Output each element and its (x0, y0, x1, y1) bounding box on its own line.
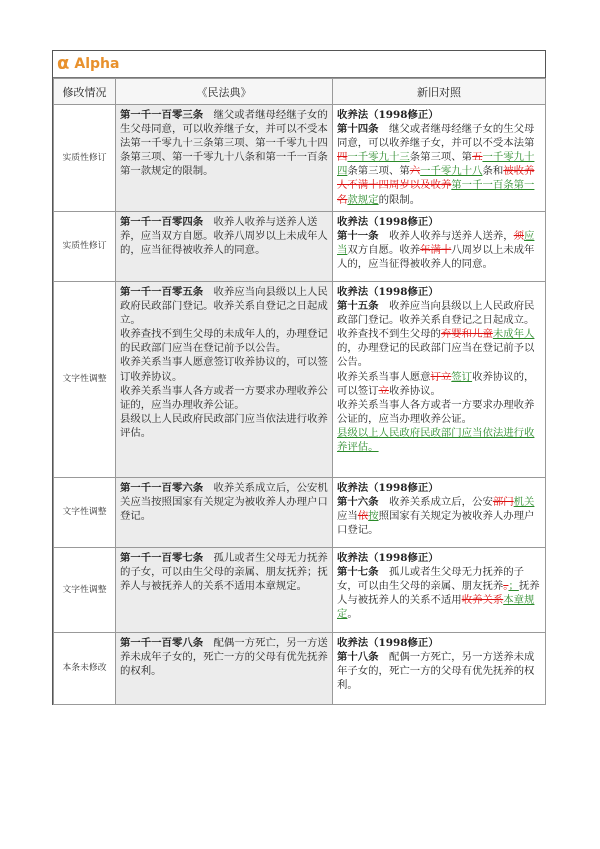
article-number: 第十四条 (337, 123, 379, 136)
law-source: 收养法（1998修正） (337, 482, 439, 494)
table-row (54, 633, 546, 705)
article-paragraph: 收养关系当事人各方或者一方要求办理收养公证的，应当办理收养公证。 (120, 384, 328, 411)
deleted-text: 依 (357, 510, 369, 523)
added-text: 第一千一百条第一 (451, 179, 535, 192)
modification-type: 文字性调整 (54, 548, 116, 633)
added-text: ； (508, 580, 519, 593)
unchanged-text: 的，办理登记的民政部门应当在登记前予以公告。 (337, 342, 535, 369)
modification-type: 实质性修订 (54, 105, 116, 212)
article-paragraph: 收养应当向县级以上人民政府民政部门登记。收养关系自登记之日起成立。 (120, 286, 328, 327)
unchanged-text: 应当 (337, 510, 358, 523)
document-frame (52, 50, 546, 705)
header-comparison: 新旧对照 (333, 79, 546, 105)
deleted-text: 年满十 (420, 244, 452, 257)
law-source: 收养法（1998修正） (337, 552, 439, 564)
header-modification: 修改情况 (54, 79, 116, 105)
unchanged-text: 八周岁以上未成年人的，应当征得被收养人的同意。 (337, 244, 535, 271)
law-source: 收养法（1998修正） (337, 286, 439, 298)
table-row (54, 212, 546, 282)
article-number: 第一千一百零六条 (120, 482, 204, 494)
alpha-logo-icon: α (57, 53, 70, 74)
article-number: 第十六条 (337, 496, 379, 509)
civil-code-cell (116, 478, 333, 548)
civil-code-cell (116, 633, 333, 705)
civil-code-cell (116, 282, 333, 478)
article-number: 第一千一百零三条 (120, 109, 204, 121)
deleted-text: 部门 (492, 496, 514, 509)
unchanged-text: 配偶一方死亡，另一方送养未成年子女的，死亡一方的父母有优先抚养的权利。 (337, 651, 535, 692)
deleted-text: 五 (472, 151, 483, 164)
deleted-text: 收养关系 (461, 594, 504, 607)
deleted-text: 须 (513, 230, 525, 243)
civil-code-cell (116, 212, 333, 282)
added-text: 按 (368, 510, 379, 523)
deleted-text: 。 (503, 580, 509, 593)
article-text: 收养人收养与送养人送养，应当双方自愿。收养八周岁以上未成年人的，应当征得被收养人的同意。 (120, 216, 328, 257)
unchanged-text: 孤儿或者生父母无力抚养的子女，可以由生父母的亲属、朋友抚养 (337, 566, 525, 593)
article-paragraph: 收养关系当事人愿意签订收养协议的，可以签订收养协议。 (120, 356, 328, 383)
deleted-text: 六 (409, 165, 421, 178)
article-number: 第十五条 (337, 300, 379, 313)
unchanged-text: 条第三项、第 (347, 165, 410, 178)
article-number: 第一千一百零七条 (120, 552, 204, 564)
comparison-cell (333, 478, 546, 548)
modification-type: 本条未修改 (54, 633, 116, 705)
unchanged-text: 收养应当向县级以上人民政府民政部门登记。收养关系自登记之日起成立。 (337, 300, 535, 327)
article-text: 继父或者继母经继子女的生父母同意，可以收养继子女，并可以不受本法第一千零九十三条第三项、第一千零九十四条第三项、第一千零九十八条和第一千一百条第一款规定的限制。 (120, 109, 328, 178)
article-number: 第一千一百零八条 (120, 637, 204, 649)
unchanged-text: 条第三项、第 (409, 151, 473, 164)
added-text: 未成年人 (492, 328, 535, 341)
unchanged-text: 继父或者继母经继子女的生父母同意，可以收养继子女，并可以不受本法第 (337, 123, 535, 150)
article-text: 配偶一方死亡，另一方送养未成年子女的，死亡一方的父母有优先抚养的权利。 (120, 637, 328, 678)
added-text: 款规定 (347, 193, 379, 206)
deleted-text: 名 (337, 193, 348, 206)
law-source: 收养法（1998修正） (337, 109, 439, 121)
unchanged-text: 抚养人与被抚养人的关系不适用 (337, 580, 540, 607)
article-number: 第一千一百零五条 (120, 286, 204, 298)
table-row (54, 282, 546, 478)
deleted-text: 四 (337, 151, 348, 164)
article-number: 第十八条 (337, 651, 379, 664)
modification-type: 文字性调整 (54, 478, 116, 548)
deleted-text: 订立 (430, 370, 452, 383)
added-text: 机关 (513, 496, 535, 509)
added-text: 签订 (451, 370, 473, 383)
added-text: 本章规定 (337, 594, 535, 621)
table-row (54, 548, 546, 633)
comparison-cell (333, 633, 546, 705)
law-source: 收养法（1998修正） (337, 216, 439, 228)
unchanged-text: 收养关系当事人各方或者一方要求办理收养公证的，应当办理收养公证。 (337, 398, 535, 425)
unchanged-text: 收养查找不到生父母的 (337, 328, 441, 341)
table-row (54, 105, 546, 212)
civil-code-cell (116, 105, 333, 212)
unchanged-text: 条和 (482, 165, 504, 178)
added-text: 县级以上人民政府民政部门应当依法进行收养评估。 (337, 426, 535, 454)
deleted-text: 被收养人不满十四周岁以及收养 (337, 165, 535, 192)
civil-code-cell (116, 548, 333, 633)
table-row (54, 478, 546, 548)
article-paragraph: 县级以上人民政府民政部门应当依法进行收养评估。 (120, 412, 328, 439)
comparison-cell (333, 282, 546, 478)
deleted-text: 弃婴和儿童 (440, 328, 493, 341)
article-number: 第十一条 (337, 230, 379, 243)
added-text: 一千零九十三 (347, 151, 410, 164)
comparison-paragraph (337, 370, 541, 398)
unchanged-text: 照国家有关规定为被收养人办理户口登记。 (337, 510, 535, 537)
unchanged-text: 。 (347, 608, 358, 621)
deleted-text: 立 (378, 384, 389, 397)
header-civil-code: 《民法典》 (116, 79, 333, 105)
unchanged-text: 双方自愿。收养 (347, 244, 421, 257)
unchanged-text: 收养人收养与送养人送养， (388, 230, 514, 243)
article-number: 第一千一百零四条 (120, 216, 204, 228)
added-text: 一千零九十八 (420, 165, 483, 178)
comparison-paragraph (337, 327, 541, 369)
unchanged-text: 收养协议。 (388, 384, 441, 397)
table-header-row (54, 79, 546, 105)
law-source: 收养法（1998修正） (337, 637, 439, 649)
article-paragraph: 收养查找不到生父母的未成年人的，办理登记的民政部门应当在登记前予以公告。 (120, 328, 328, 355)
comparison-cell (333, 212, 546, 282)
unchanged-text: 收养协议的，可以签订 (337, 370, 535, 397)
brand-header (53, 51, 545, 78)
modification-type: 文字性调整 (54, 282, 116, 478)
comparison-cell (333, 105, 546, 212)
unchanged-text: 收养关系当事人愿意 (337, 370, 431, 383)
comparison-cell (333, 548, 546, 633)
unchanged-text: 收养关系成立后，公安 (388, 496, 493, 509)
added-text: 应当 (337, 230, 535, 257)
added-text: 一千零九十四 (337, 151, 535, 178)
article-text: 收养关系成立后，公安机关应当按照国家有关规定为被收养人办理户口登记。 (120, 482, 328, 523)
modification-type: 实质性修订 (54, 212, 116, 282)
comparison-table (53, 78, 546, 705)
unchanged-text: 的限制。 (378, 193, 421, 206)
brand-name: Alpha (74, 56, 120, 72)
article-number: 第十七条 (337, 566, 379, 579)
article-text: 孤儿或者生父母无力抚养的子女，可以由生父母的亲属、朋友抚养；抚养人与被抚养人的关系不适用本章规定。 (120, 552, 328, 593)
